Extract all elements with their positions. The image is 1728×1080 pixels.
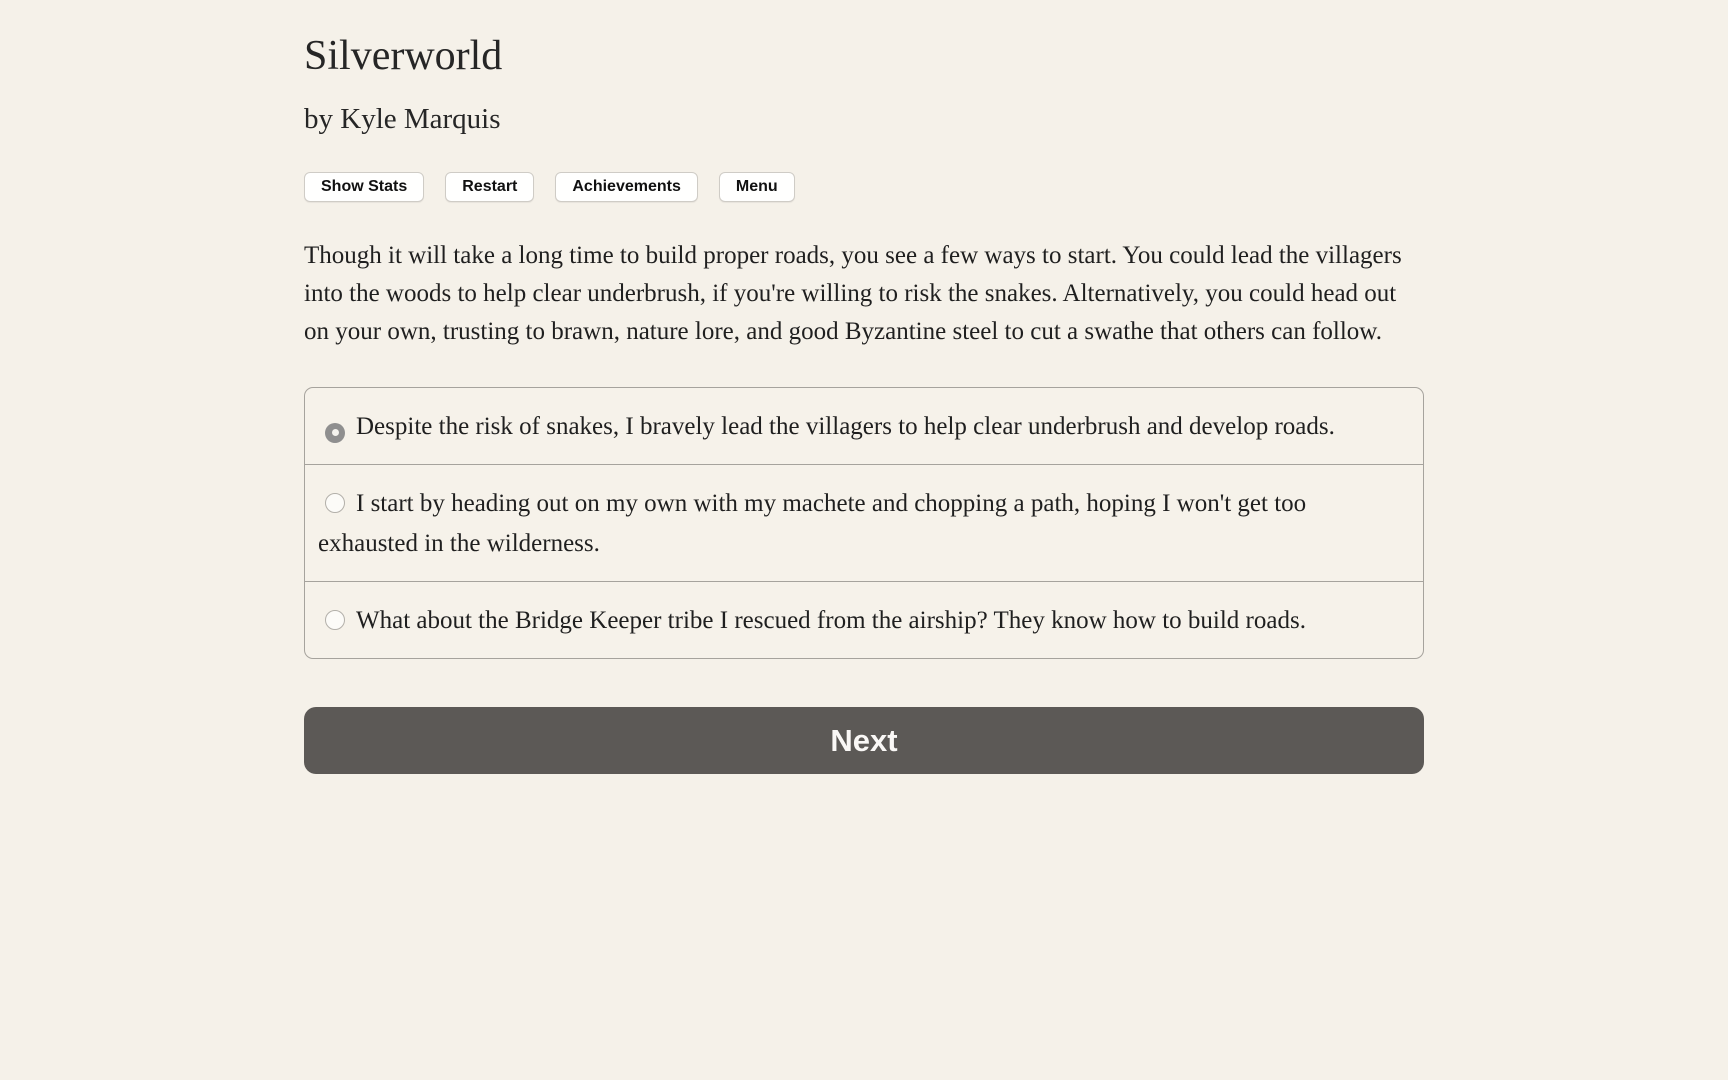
game-page <box>304 0 1424 774</box>
choice-option-label: I start by heading out on my own with my machete and chopping a path, hoping I won't get too exhausted in the wilderness. <box>318 490 1307 557</box>
author-byline: by Kyle Marquis <box>304 103 501 135</box>
choice-option-3[interactable] <box>305 581 1423 658</box>
story-text: Though it will take a long time to build proper roads, you see a few ways to start. You could lead the villagers into the woods to help clear underbrush, if you're willing to risk the snakes. Alternatively, you could head out on your own, trusting to brawn, nature lore, and good Byzantine steel to cut a swathe that others can follow. <box>304 242 1402 345</box>
menu-button[interactable]: Menu <box>719 172 795 202</box>
toolbar <box>304 172 1424 202</box>
choice-option-2[interactable] <box>305 464 1423 581</box>
choice-option-1[interactable] <box>305 388 1423 464</box>
show-stats-button[interactable]: Show Stats <box>304 172 424 202</box>
next-button[interactable]: Next <box>304 707 1424 774</box>
choice-option-label: Despite the risk of snakes, I bravely lead the villagers to help clear underbrush and develop roads. <box>356 413 1335 440</box>
restart-button[interactable]: Restart <box>445 172 534 202</box>
achievements-button[interactable]: Achievements <box>555 172 698 202</box>
radio-button[interactable] <box>325 493 345 513</box>
choices-group <box>304 387 1424 659</box>
page-title: Silverworld <box>304 33 503 79</box>
choice-option-label: What about the Bridge Keeper tribe I rescued from the airship? They know how to build roads. <box>356 607 1306 634</box>
radio-dot <box>332 429 339 436</box>
radio-button-selected[interactable] <box>325 423 345 443</box>
radio-button[interactable] <box>325 610 345 630</box>
